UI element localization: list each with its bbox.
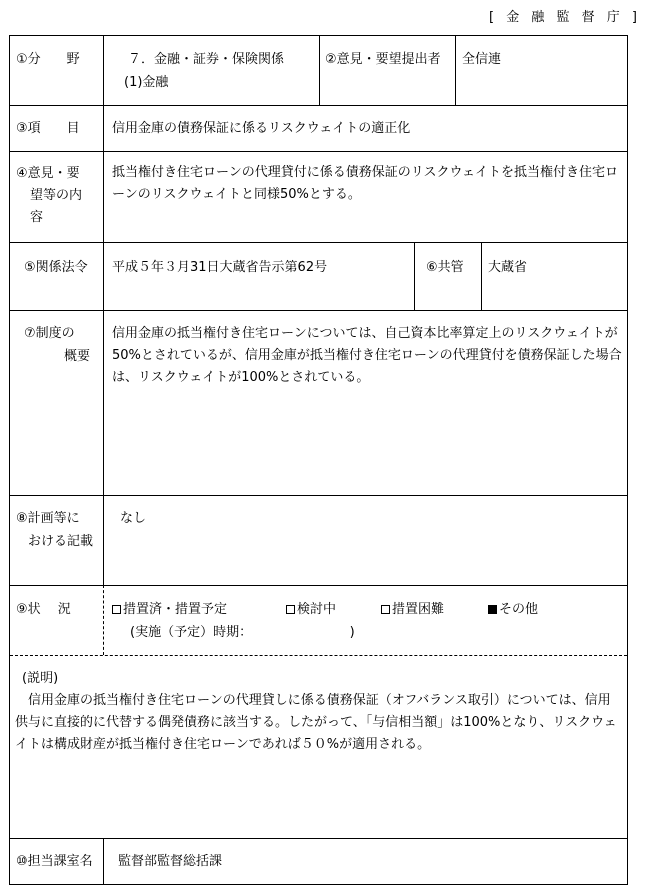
item-value: 信用金庫の債務保証に係るリスクウェイトの適正化 bbox=[112, 121, 411, 136]
field-label: ①分 野 bbox=[16, 52, 80, 67]
status-option[interactable] bbox=[286, 600, 336, 620]
department-label: ⑩担当課室名 bbox=[16, 854, 93, 869]
explanation-heading: (説明) bbox=[22, 671, 59, 686]
plan-label: おける記載 bbox=[28, 534, 94, 549]
status-option-label: 措置困難 bbox=[392, 602, 445, 617]
explanation-body: 信用金庫の抵当権付き住宅ローンの代理貸しに係る債務保証（オフバランス取引）については、信用供与に直接的に代替する偶発債務に該当する。したがって、「与信相当額」は100%となり、リスクウェイトは構成財産が抵当権付き住宅ローンであれば５０%が適用される。 bbox=[15, 693, 617, 752]
agency-name: [ 金 融 監 督 庁 ] bbox=[489, 10, 641, 25]
jurisdiction-value: 大蔵省 bbox=[488, 260, 528, 275]
label-column-divider bbox=[103, 838, 104, 885]
label-column-divider bbox=[103, 36, 104, 585]
submitter-label: ②意見・要望提出者 bbox=[325, 52, 441, 67]
cell-divider bbox=[481, 242, 482, 310]
status-label: ⑨状 況 bbox=[16, 602, 71, 617]
checkbox-icon[interactable] bbox=[112, 605, 121, 614]
field-subvalue: (1)金融 bbox=[124, 75, 169, 90]
request-label: 容 bbox=[30, 210, 44, 225]
system-overview: 信用金庫の抵当権付き住宅ローンについては、自己資本比率算定上のリスクウェイトが50%とされているが、信用金庫が抵当権付き住宅ローンの代理貸付を債務保証した場合は、リスクウェイトが100%とされている。 bbox=[112, 326, 622, 385]
checkbox-icon[interactable] bbox=[286, 605, 295, 614]
submitter-value: 全信連 bbox=[462, 52, 502, 67]
item-label: ③項 目 bbox=[16, 121, 80, 136]
checkbox-icon[interactable] bbox=[381, 605, 390, 614]
checkbox-icon[interactable] bbox=[488, 605, 497, 614]
system-label: ⑦制度の bbox=[24, 326, 75, 341]
status-option[interactable] bbox=[381, 600, 444, 620]
request-content: 抵当権付き住宅ローンの代理貸付に係る債務保証のリスクウェイトを抵当権付き住宅ローンのリスクウェイトと同様50%とする。 bbox=[112, 165, 618, 202]
opinion-form bbox=[9, 35, 628, 885]
status-option[interactable] bbox=[488, 600, 538, 620]
cell-divider bbox=[414, 242, 415, 310]
status-option-label: その他 bbox=[499, 602, 539, 617]
request-label: 望等の内 bbox=[30, 188, 83, 203]
law-label: ⑤関係法令 bbox=[24, 260, 88, 275]
field-value: ７．金融・証券・保険関係 bbox=[128, 52, 285, 67]
jurisdiction-label: ⑥共管 bbox=[426, 260, 464, 275]
system-label: 概要 bbox=[64, 349, 91, 364]
law-value: 平成５年３月31日大蔵省告示第62号 bbox=[112, 260, 328, 275]
request-label: ④意見・要 bbox=[16, 166, 80, 181]
label-column-divider bbox=[103, 585, 104, 655]
cell-divider bbox=[455, 36, 456, 105]
implementation-timing: (実施（予定）時期： ) bbox=[130, 625, 355, 640]
cell-divider bbox=[319, 36, 320, 105]
status-option-label: 検討中 bbox=[297, 602, 337, 617]
dashed-divider bbox=[10, 655, 627, 656]
status-option[interactable] bbox=[112, 600, 227, 620]
plan-value: なし bbox=[120, 511, 147, 526]
status-option-label: 措置済・措置予定 bbox=[123, 602, 228, 617]
plan-label: ⑧計画等に bbox=[16, 511, 80, 526]
department-value: 監督部監督総括課 bbox=[118, 854, 223, 869]
